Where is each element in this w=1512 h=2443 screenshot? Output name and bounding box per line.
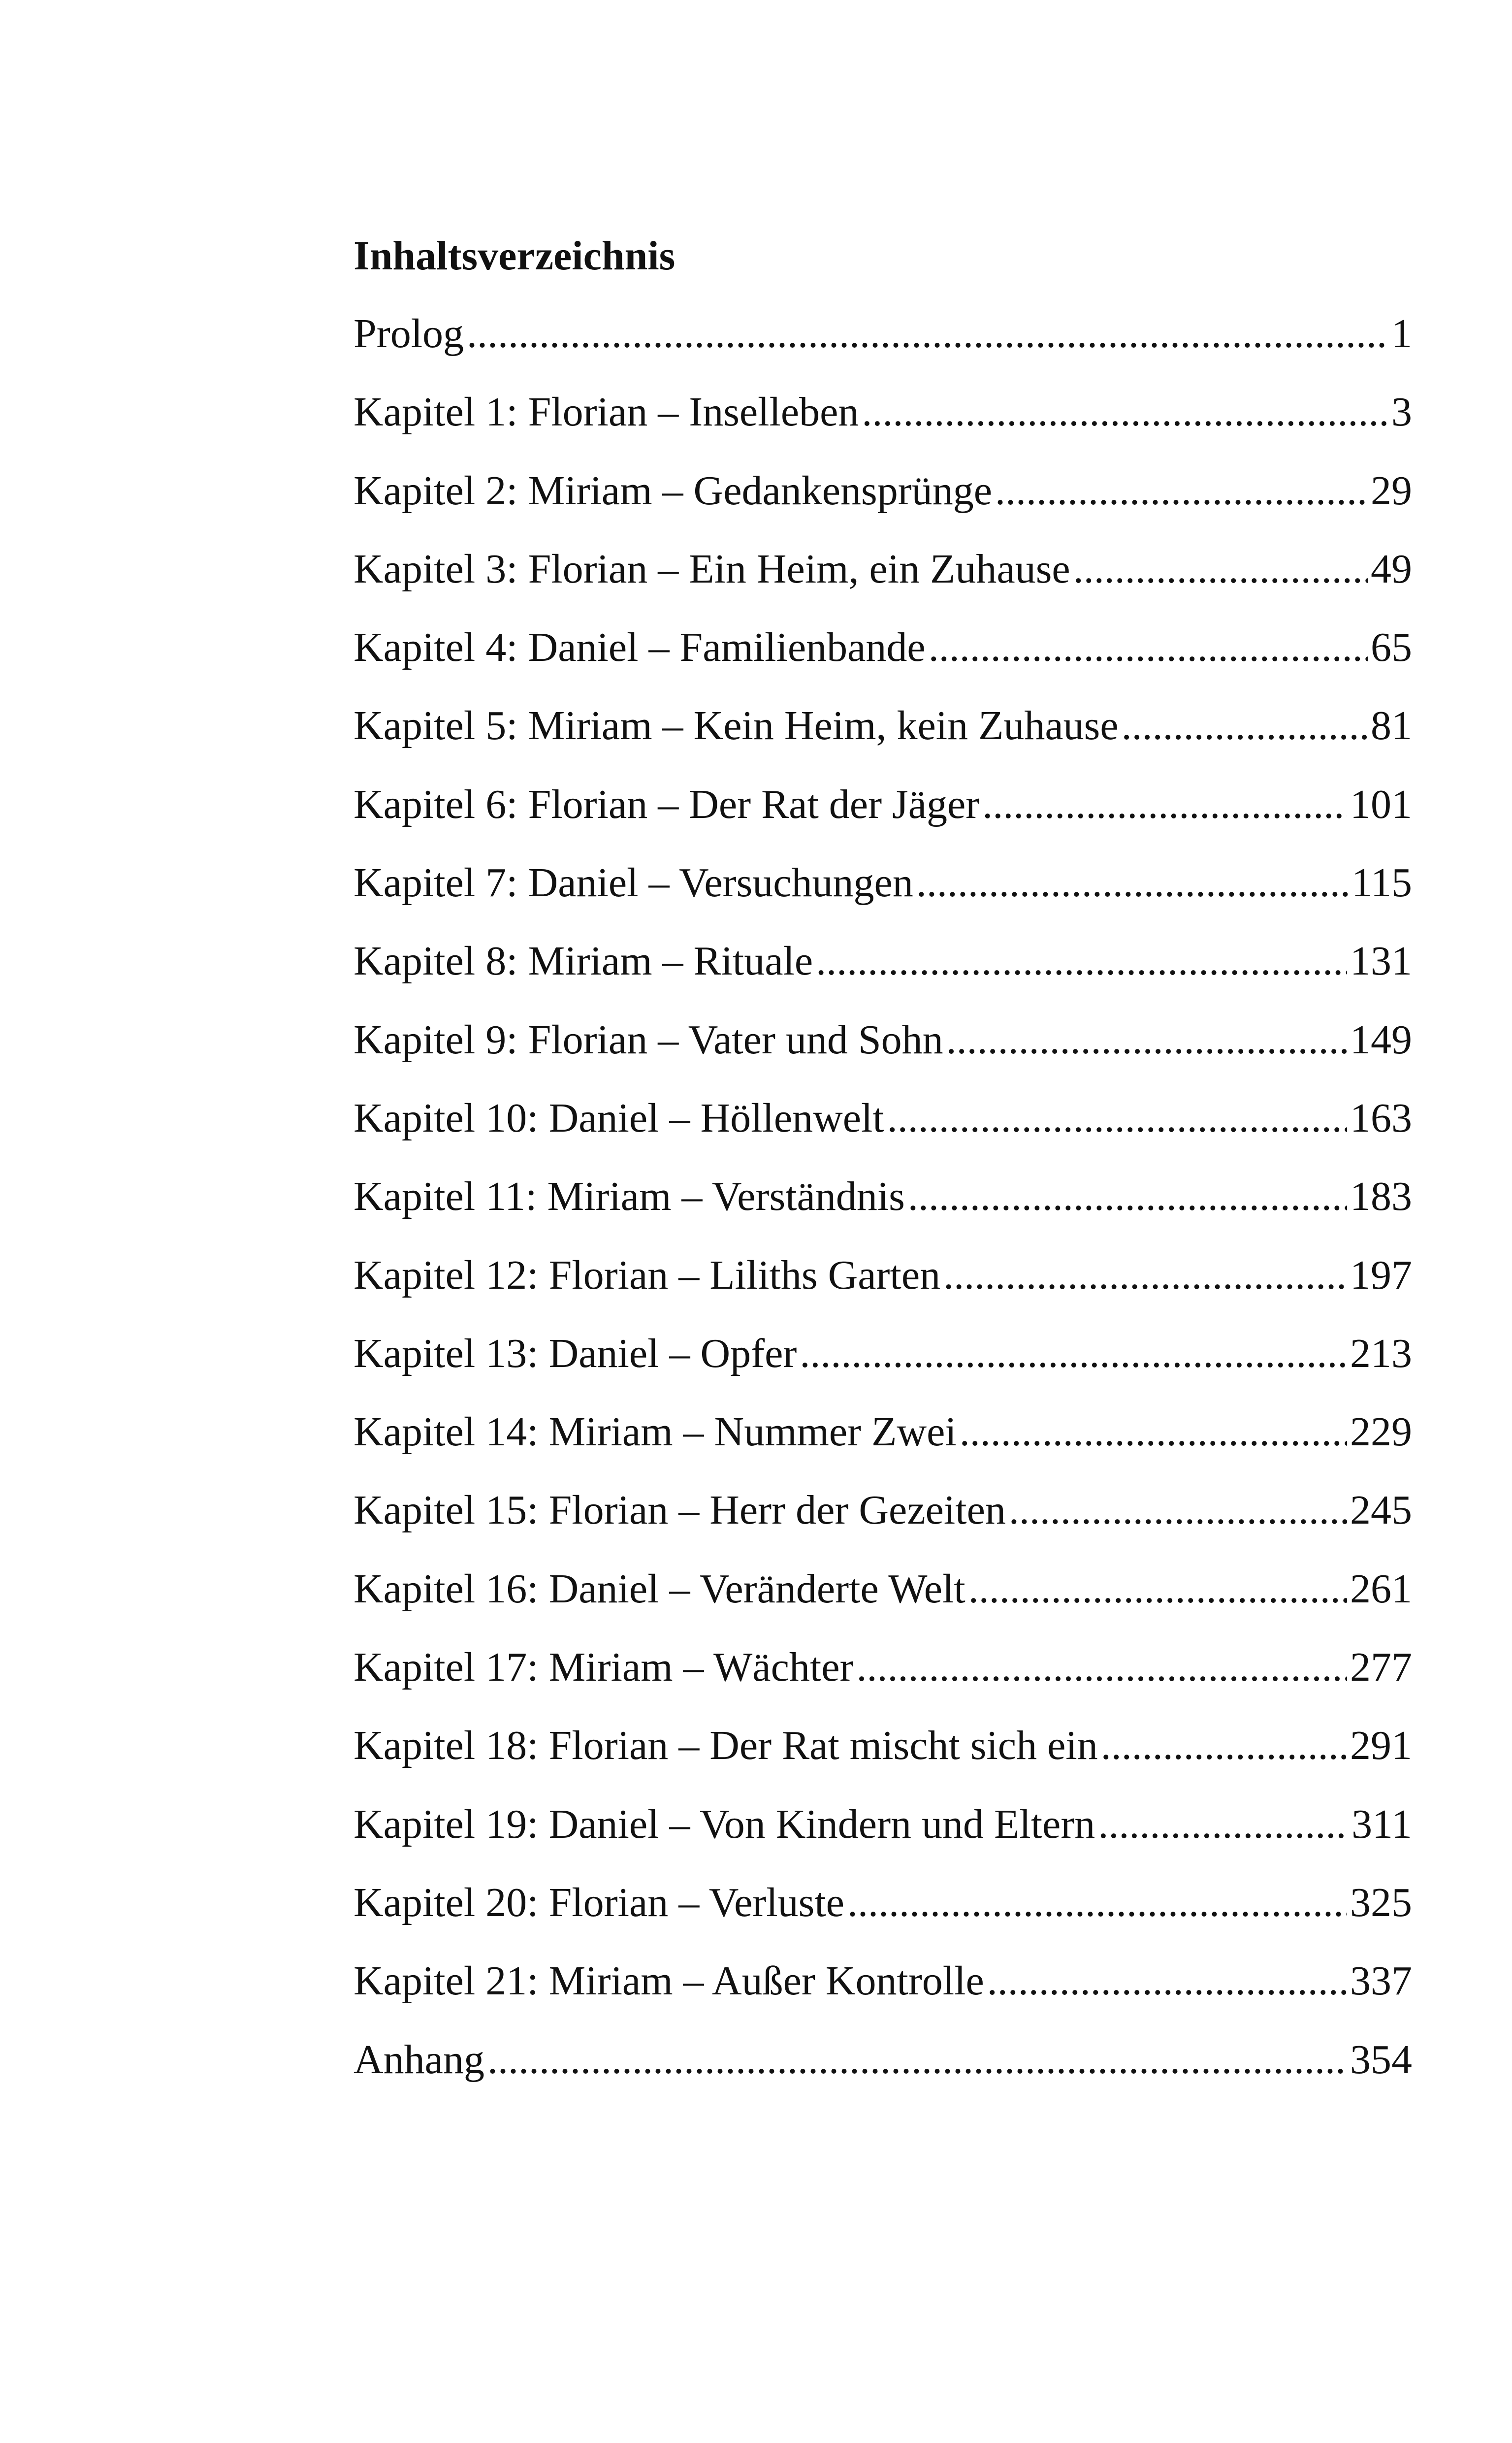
toc-entry-kapitel-19	[354, 1800, 1412, 1878]
toc-entry-kapitel-1	[354, 388, 1412, 466]
toc-entry-kapitel-13	[354, 1329, 1412, 1407]
toc-heading: Inhaltsverzeichnis	[354, 233, 676, 279]
toc-entry-kapitel-5	[354, 701, 1412, 780]
toc-dot-leader	[887, 1094, 1347, 1143]
toc-entry-title: Kapitel 20: Florian – Verluste	[354, 1879, 844, 1925]
toc-entry-title: Kapitel 21: Miriam – Außer Kontrolle	[354, 1958, 984, 2004]
toc-entry-title: Kapitel 19: Daniel – Von Kindern und Eltern	[354, 1801, 1095, 1847]
toc-dot-leader	[1122, 701, 1368, 750]
toc-dot-leader	[968, 1564, 1347, 1614]
toc-entry-prolog	[354, 309, 1412, 388]
toc-dot-leader	[943, 1251, 1347, 1300]
toc-entry-title: Kapitel 15: Florian – Herr der Gezeiten	[354, 1487, 1006, 1533]
toc-entry-anhang	[354, 2035, 1412, 2114]
toc-entry-kapitel-6	[354, 780, 1412, 858]
toc-entry-kapitel-20	[354, 1878, 1412, 1956]
toc-entry-page: 229	[1350, 1409, 1412, 1455]
toc-dot-leader	[995, 466, 1368, 516]
toc-dot-leader	[467, 309, 1388, 358]
toc-entry-title: Prolog	[354, 311, 464, 357]
toc-entry-page: 65	[1371, 624, 1412, 671]
toc-entry-title: Kapitel 8: Miriam – Rituale	[354, 938, 813, 984]
toc-entry-kapitel-7	[354, 858, 1412, 937]
toc-entry-title: Kapitel 18: Florian – Der Rat mischt sich ein	[354, 1723, 1098, 1769]
toc-entry-page: 1	[1391, 311, 1412, 357]
toc-dot-leader	[908, 1172, 1347, 1221]
toc-entry-title: Kapitel 10: Daniel – Höllenwelt	[354, 1095, 884, 1141]
toc-dot-leader	[1073, 545, 1368, 594]
toc-entry-kapitel-17	[354, 1643, 1412, 1721]
toc-entry-page: 115	[1351, 860, 1412, 906]
toc-entry-page: 3	[1391, 389, 1412, 435]
toc-entry-page: 49	[1371, 546, 1412, 592]
toc-entry-page: 337	[1350, 1958, 1412, 2004]
toc-entry-kapitel-21	[354, 1956, 1412, 2035]
toc-entry-title: Kapitel 2: Miriam – Gedankensprünge	[354, 467, 992, 514]
toc-entry-title: Kapitel 9: Florian – Vater und Sohn	[354, 1016, 943, 1063]
toc-dot-leader	[1009, 1486, 1347, 1535]
toc-entry-title: Kapitel 4: Daniel – Familienbande	[354, 624, 926, 671]
toc-dot-leader	[982, 780, 1347, 829]
toc-dot-leader	[816, 937, 1347, 986]
toc-dot-leader	[487, 2035, 1347, 2085]
toc-dot-leader	[800, 1329, 1347, 1378]
toc-dot-leader	[916, 858, 1349, 908]
toc-entry-page: 183	[1350, 1173, 1412, 1220]
toc-entry-title: Kapitel 14: Miriam – Nummer Zwei	[354, 1409, 957, 1455]
toc-entry-title: Kapitel 5: Miriam – Kein Heim, kein Zuhause	[354, 703, 1119, 749]
toc-entry-title: Kapitel 11: Miriam – Verständnis	[354, 1173, 905, 1220]
toc-entry-kapitel-15	[354, 1486, 1412, 1564]
toc-entry-title: Kapitel 12: Florian – Liliths Garten	[354, 1252, 941, 1298]
toc-dot-leader	[960, 1407, 1347, 1457]
toc-entry-kapitel-2	[354, 466, 1412, 545]
toc-entry-page: 325	[1350, 1879, 1412, 1925]
toc-entry-title: Kapitel 7: Daniel – Versuchungen	[354, 860, 913, 906]
toc-entry-title: Kapitel 3: Florian – Ein Heim, ein Zuhause	[354, 546, 1070, 592]
toc-entry-page: 81	[1371, 703, 1412, 749]
toc-entry-page: 245	[1350, 1487, 1412, 1533]
toc-entry-kapitel-3	[354, 545, 1412, 623]
toc-dot-leader	[929, 623, 1368, 672]
toc-entry-page: 131	[1350, 938, 1412, 984]
toc-entry-kapitel-14	[354, 1407, 1412, 1486]
table-of-contents	[354, 231, 1412, 2114]
toc-entry-page: 277	[1350, 1644, 1412, 1691]
toc-entry-kapitel-11	[354, 1172, 1412, 1250]
toc-dot-leader	[856, 1643, 1347, 1692]
toc-entry-kapitel-12	[354, 1251, 1412, 1329]
toc-dot-leader	[987, 1956, 1347, 2006]
toc-entry-title: Kapitel 6: Florian – Der Rat der Jäger	[354, 781, 980, 827]
toc-entry-page: 149	[1350, 1016, 1412, 1063]
toc-entry-page: 197	[1350, 1252, 1412, 1298]
toc-entry-kapitel-10	[354, 1094, 1412, 1172]
toc-dot-leader	[847, 1878, 1347, 1927]
toc-dot-leader	[1098, 1800, 1349, 1849]
toc-dot-leader	[1101, 1721, 1347, 1770]
toc-entry-kapitel-8	[354, 937, 1412, 1015]
toc-entry-page: 163	[1350, 1095, 1412, 1141]
toc-entry-kapitel-4	[354, 623, 1412, 701]
toc-entry-page: 261	[1350, 1565, 1412, 1612]
toc-entry-title: Kapitel 17: Miriam – Wächter	[354, 1644, 854, 1691]
toc-entry-page: 101	[1350, 781, 1412, 827]
toc-entry-title: Kapitel 16: Daniel – Veränderte Welt	[354, 1565, 965, 1612]
toc-entry-page: 311	[1351, 1801, 1412, 1847]
toc-entry-page: 291	[1350, 1723, 1412, 1769]
toc-entry-kapitel-18	[354, 1721, 1412, 1799]
toc-entry-title: Kapitel 1: Florian – Inselleben	[354, 389, 859, 435]
toc-entry-title: Kapitel 13: Daniel – Opfer	[354, 1330, 797, 1376]
toc-entry-page: 354	[1350, 2036, 1412, 2083]
toc-entry-kapitel-16	[354, 1564, 1412, 1643]
toc-dot-leader	[946, 1015, 1347, 1065]
toc-entry-page: 29	[1371, 467, 1412, 514]
toc-entry-page: 213	[1350, 1330, 1412, 1376]
toc-list	[354, 309, 1412, 2114]
toc-dot-leader	[862, 388, 1388, 437]
toc-entry-title: Anhang	[354, 2036, 484, 2083]
toc-entry-kapitel-9	[354, 1015, 1412, 1094]
